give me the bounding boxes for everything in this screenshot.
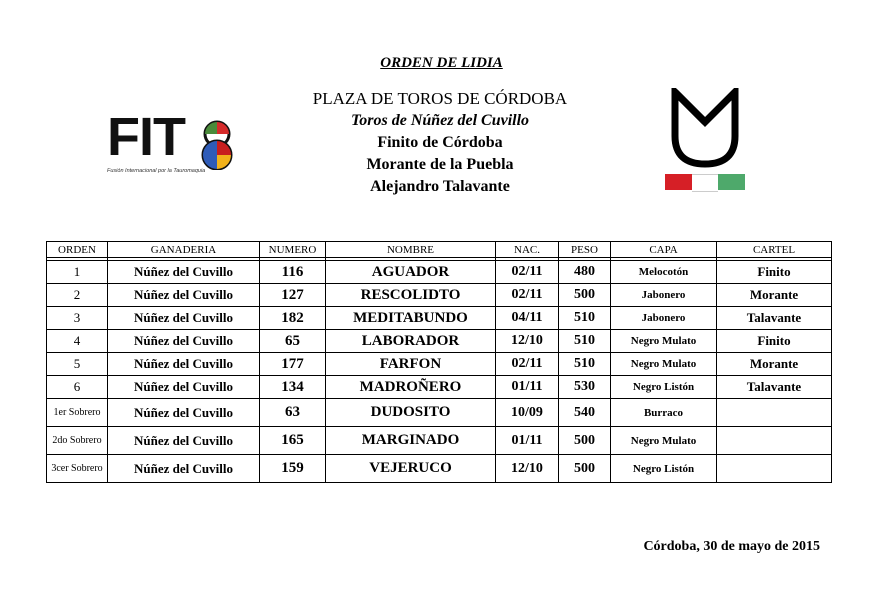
table-row: [47, 307, 832, 330]
toros-ganaderia: Toros de Núñez del Cuvillo: [350, 112, 530, 129]
cell-orden: 2do Sobrero: [47, 427, 108, 455]
cell-nac: 01/11: [496, 376, 559, 399]
cell-orden: 1: [47, 261, 108, 284]
cell-nombre: RESCOLIDTO: [326, 284, 496, 307]
cell-orden: 4: [47, 330, 108, 353]
flag-stripe-green: [718, 174, 745, 190]
cell-capa: Negro Mulato: [611, 427, 717, 455]
right-logo: [665, 88, 747, 192]
cell-numero: 127: [260, 284, 326, 307]
cell-peso: 530: [559, 376, 611, 399]
cell-ganaderia: Núñez del Cuvillo: [108, 376, 260, 399]
fit-logo: [107, 108, 242, 180]
header-cartel: CARTEL: [717, 242, 832, 258]
cell-capa: Jabonero: [611, 307, 717, 330]
cell-numero: 63: [260, 399, 326, 427]
header-capa: CAPA: [611, 242, 717, 258]
header-block: [240, 88, 640, 198]
cell-peso: 510: [559, 307, 611, 330]
table-row: [47, 455, 832, 483]
cell-peso: 510: [559, 330, 611, 353]
cell-nombre: MEDITABUNDO: [326, 307, 496, 330]
cell-cartel: Finito: [717, 261, 832, 284]
table-header-row: [47, 242, 832, 258]
cell-nombre: FARFON: [326, 353, 496, 376]
cell-ganaderia: Núñez del Cuvillo: [108, 427, 260, 455]
cell-nombre: AGUADOR: [326, 261, 496, 284]
table-row: [47, 427, 832, 455]
cell-numero: 134: [260, 376, 326, 399]
torero-1: Finito de Córdoba: [377, 134, 503, 151]
flag-stripe-red: [665, 174, 692, 190]
cell-nac: 02/11: [496, 284, 559, 307]
header-numero: NUMERO: [260, 242, 326, 258]
cell-cartel: Morante: [717, 284, 832, 307]
cell-numero: 65: [260, 330, 326, 353]
cell-nombre: DUDOSITO: [326, 399, 496, 427]
torero-3: Alejandro Talavante: [370, 178, 510, 195]
cell-numero: 177: [260, 353, 326, 376]
cell-numero: 116: [260, 261, 326, 284]
cell-ganaderia: Núñez del Cuvillo: [108, 455, 260, 483]
cell-orden: 2: [47, 284, 108, 307]
cell-ganaderia: Núñez del Cuvillo: [108, 353, 260, 376]
cell-peso: 500: [559, 455, 611, 483]
cell-nac: 10/09: [496, 399, 559, 427]
cell-capa: Negro Listón: [611, 455, 717, 483]
cell-numero: 159: [260, 455, 326, 483]
plaza-name: PLAZA DE TOROS DE CÓRDOBA: [312, 89, 568, 108]
cell-capa: Jabonero: [611, 284, 717, 307]
cell-capa: Negro Mulato: [611, 330, 717, 353]
cell-nac: 02/11: [496, 261, 559, 284]
cell-nombre: LABORADOR: [326, 330, 496, 353]
cell-nombre: MADROÑERO: [326, 376, 496, 399]
footer-date: Córdoba, 30 de mayo de 2015: [643, 539, 820, 554]
cell-orden: 3: [47, 307, 108, 330]
cell-orden: 1er Sobrero: [47, 399, 108, 427]
document-title: ORDEN DE LIDIA: [380, 55, 503, 71]
header-orden: ORDEN: [47, 242, 108, 258]
cell-peso: 500: [559, 284, 611, 307]
cell-capa: Negro Listón: [611, 376, 717, 399]
cell-nac: 12/10: [496, 330, 559, 353]
fit-tagline: Fusión Internacional por la Tauromaquia: [107, 168, 206, 174]
cell-ganaderia: Núñez del Cuvillo: [108, 307, 260, 330]
cell-cartel: Morante: [717, 353, 832, 376]
cell-cartel: [717, 427, 832, 455]
cell-nombre: MARGINADO: [326, 427, 496, 455]
cell-nombre: VEJERUCO: [326, 455, 496, 483]
cell-cartel: [717, 399, 832, 427]
bull-horns-icon: [665, 88, 745, 168]
cell-peso: 480: [559, 261, 611, 284]
cell-peso: 500: [559, 427, 611, 455]
cell-nac: 04/11: [496, 307, 559, 330]
cell-cartel: Finito: [717, 330, 832, 353]
cell-cartel: Talavante: [717, 307, 832, 330]
cell-cartel: Talavante: [717, 376, 832, 399]
torero-2: Morante de la Puebla: [366, 156, 514, 173]
cell-orden: 3cer Sobrero: [47, 455, 108, 483]
header-ganaderia: GANADERIA: [108, 242, 260, 258]
table-row: [47, 284, 832, 307]
tricolor-flag: [665, 174, 745, 190]
table-row: [47, 399, 832, 427]
header-nombre: NOMBRE: [326, 242, 496, 258]
cell-ganaderia: Núñez del Cuvillo: [108, 284, 260, 307]
cell-orden: 6: [47, 376, 108, 399]
cell-numero: 182: [260, 307, 326, 330]
cell-peso: 540: [559, 399, 611, 427]
cell-capa: Burraco: [611, 399, 717, 427]
orden-lidia-table: [46, 241, 832, 483]
cell-numero: 165: [260, 427, 326, 455]
flag-stripe-white: [692, 174, 719, 192]
cell-nac: 12/10: [496, 455, 559, 483]
fit-logo-letters: FIT: [107, 107, 185, 167]
cell-nac: 01/11: [496, 427, 559, 455]
cell-ganaderia: Núñez del Cuvillo: [108, 399, 260, 427]
table-row: [47, 376, 832, 399]
table-row: [47, 353, 832, 376]
table-row: [47, 261, 832, 284]
header-nac: NAC.: [496, 242, 559, 258]
cell-orden: 5: [47, 353, 108, 376]
fit-emblem-icon: [195, 120, 239, 170]
cell-cartel: [717, 455, 832, 483]
cell-ganaderia: Núñez del Cuvillo: [108, 261, 260, 284]
header-peso: PESO: [559, 242, 611, 258]
cell-capa: Melocotón: [611, 261, 717, 284]
table-row: [47, 330, 832, 353]
cell-peso: 510: [559, 353, 611, 376]
cell-capa: Negro Mulato: [611, 353, 717, 376]
cell-nac: 02/11: [496, 353, 559, 376]
cell-ganaderia: Núñez del Cuvillo: [108, 330, 260, 353]
